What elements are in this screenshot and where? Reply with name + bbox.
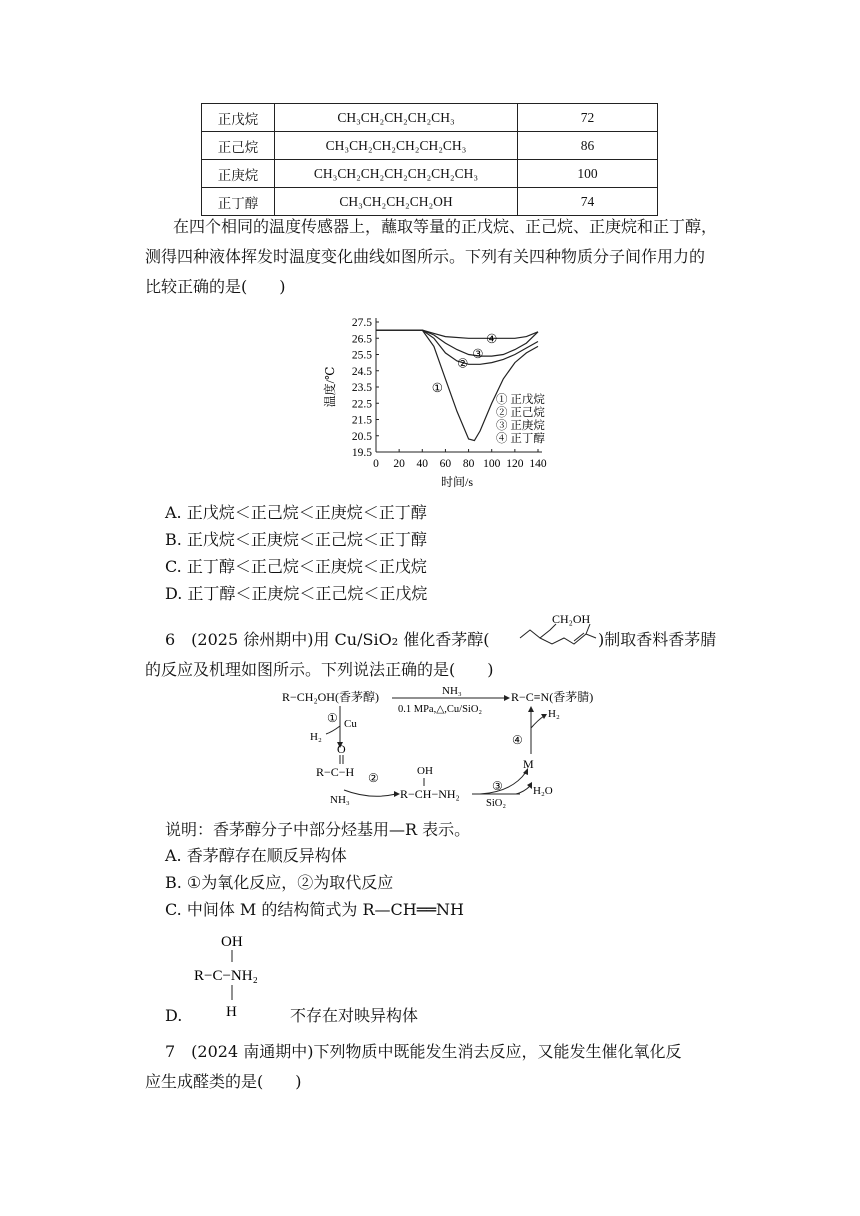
y-tick-label: 26.5 — [351, 333, 372, 346]
x-tick-label: 120 — [506, 458, 524, 470]
q5-option-c: C. 正丁醇＜正己烷＜正庚烷＜正戊烷 — [165, 557, 427, 576]
y-tick-label: 20.5 — [351, 430, 372, 443]
value-cell: 100 — [518, 160, 658, 188]
reactant-label: R−CH₂OH(香茅醇) — [282, 690, 379, 704]
q5-stem-line1: 在四个相同的温度传感器上，蘸取等量的正戊烷、正己烷、正庚烷和正丁醇， — [173, 217, 718, 236]
h2o-label: H₂O — [533, 785, 553, 797]
d-main-label: R−C−NH₂ — [194, 968, 258, 984]
series-marker-2: ② — [457, 356, 469, 371]
reaction-mechanism-scheme — [280, 682, 640, 810]
h2-left-label: H₂ — [310, 731, 322, 743]
q6-option-b: B. ①为氧化反应，②为取代反应 — [165, 873, 394, 892]
conditions-label: 0.1 MPa,△,Cu/SiO₂ — [398, 704, 483, 715]
q6-stem-line1a: 6 (2025 徐州期中)用 Cu/SiO₂ 催化香茅醇( — [165, 630, 490, 649]
boiling-data-table — [201, 103, 658, 216]
cu-label: Cu — [344, 718, 357, 730]
y-tick-label: 24.5 — [351, 365, 372, 378]
intermediate-label: R−CH−NH₂ — [400, 787, 460, 801]
step4-marker: ④ — [512, 733, 523, 747]
q6-stem-line1b: )制取香料香茅腈 — [598, 630, 717, 649]
compound-name-cell: 正己烷 — [202, 132, 275, 160]
value-cell: 72 — [518, 104, 658, 132]
series-line-4 — [376, 330, 538, 338]
legend-entry-2: ② 正己烷 — [496, 407, 545, 419]
oh-label: OH — [417, 765, 433, 777]
sio2-label: SiO₂ — [486, 798, 507, 809]
q5-stem-line2: 测得四种液体挥发时温度变化曲线如图所示。下列有关四种物质分子间作用力的 — [145, 247, 706, 266]
citronellol-structure — [512, 610, 602, 648]
series-line-3 — [376, 330, 538, 356]
value-cell: 74 — [518, 188, 658, 216]
q5-option-b: B. 正戊烷＜正庚烷＜正己烷＜正丁醇 — [165, 530, 427, 549]
step2-marker: ② — [368, 771, 379, 785]
y-tick-label: 21.5 — [351, 414, 372, 427]
x-tick-label: 60 — [439, 458, 452, 470]
q6-option-d-text: 不存在对映异构体 — [290, 1006, 419, 1025]
q6-note: 说明：香茅醇分子中部分烃基用—R 表示。 — [165, 820, 471, 839]
y-tick-label: 27.5 — [351, 317, 372, 329]
value-cell: 86 — [518, 132, 658, 160]
y-tick-label: 19.5 — [351, 447, 372, 459]
step1-marker: ① — [327, 711, 338, 725]
q6-option-d-label: D. — [165, 1006, 183, 1025]
x-tick-label: 80 — [462, 458, 475, 470]
x-tick-label: 0 — [373, 458, 379, 470]
x-tick-label: 20 — [393, 458, 405, 470]
temperature-chart — [320, 305, 590, 495]
nh3-bottom-label: NH₃ — [330, 794, 350, 806]
q6-stem-line2: 的反应及机理如图所示。下列说法正确的是( ) — [145, 660, 494, 679]
ch2oh-label: CH₂OH — [552, 612, 591, 626]
q7-stem-line1: 7 (2024 南通期中)下列物质中既能发生消去反应，又能发生催化氧化反 — [165, 1042, 682, 1061]
formula-cell: CH₃CH₂CH₂CH₂CH₂CH₂CH₃ — [275, 160, 518, 188]
nh3-top-label: NH₃ — [442, 685, 462, 697]
formula-cell: CH₃CH₂CH₂CH₂OH — [275, 188, 518, 216]
h2-right-label: H₂ — [548, 708, 560, 720]
oxygen-atom: O — [337, 742, 346, 756]
formula-cell: CH₃CH₂CH₂CH₂CH₃ — [275, 104, 518, 132]
aldehyde-label: R−C−H — [316, 765, 355, 779]
q5-stem-line3: 比较正确的是( ) — [145, 277, 286, 296]
y-tick-label: 22.5 — [351, 398, 372, 411]
x-axis-label: 时间/s — [440, 475, 474, 489]
d-oh-label: OH — [221, 934, 243, 950]
q5-option-a: A. 正戊烷＜正己烷＜正庚烷＜正丁醇 — [165, 503, 427, 522]
compound-name-cell: 正戊烷 — [202, 104, 275, 132]
table-row — [202, 132, 658, 160]
series-marker-1: ① — [431, 380, 443, 395]
formula-cell: CH₃CH₂CH₂CH₂CH₂CH₃ — [275, 132, 518, 160]
y-tick-label: 23.5 — [351, 382, 372, 394]
d-h-label: H — [226, 1004, 237, 1020]
step3-marker: ③ — [492, 779, 503, 793]
compound-name-cell: 正丁醇 — [202, 188, 275, 216]
q5-option-d: D. 正丁醇＜正庚烷＜正己烷＜正戊烷 — [165, 584, 428, 603]
series-marker-3: ③ — [472, 346, 484, 361]
legend-entry-4: ④ 正丁醇 — [496, 433, 545, 445]
compound-name-cell: 正庚烷 — [202, 160, 275, 188]
x-tick-label: 40 — [416, 458, 429, 470]
q6-option-a: A. 香茅醇存在顺反异构体 — [165, 846, 347, 865]
x-tick-label: 140 — [529, 458, 547, 470]
x-tick-label: 100 — [483, 458, 501, 470]
product-label: R−C≡N(香茅腈) — [511, 690, 594, 704]
series-marker-4: ④ — [486, 332, 498, 347]
q7-stem-line2: 应生成醛类的是( ) — [145, 1072, 302, 1091]
legend-entry-1: ① 正戊烷 — [496, 394, 545, 406]
intermediate-m-label: M — [523, 757, 534, 771]
q6-option-c: C. 中间体 M 的结构简式为 R—CH══NH — [165, 900, 464, 919]
y-tick-label: 25.5 — [351, 349, 372, 362]
legend-entry-3: ③ 正庚烷 — [496, 420, 545, 432]
table-row — [202, 160, 658, 188]
y-axis-label: 温度/℃ — [323, 366, 337, 408]
table-row — [202, 104, 658, 132]
